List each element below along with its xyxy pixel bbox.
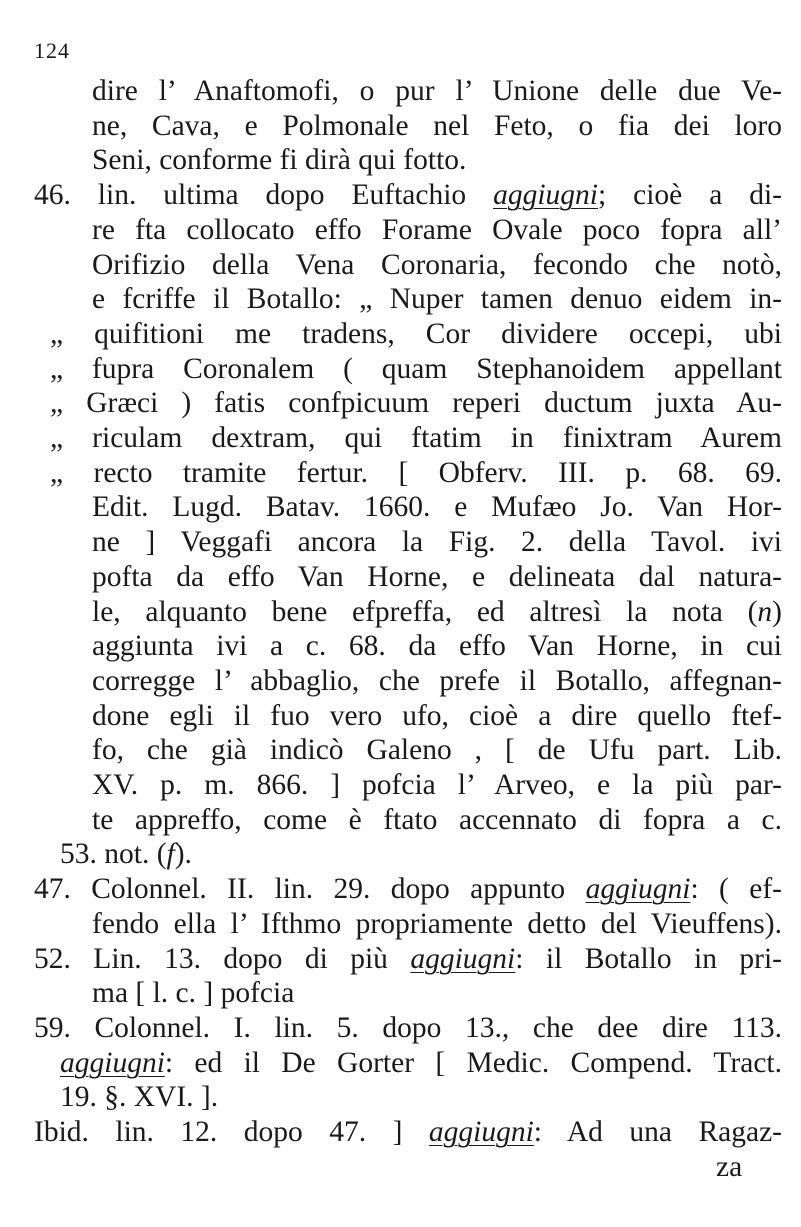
emphasis-word: aggiugni — [428, 1116, 534, 1148]
text-segment: Ibid. lin. 12. dopo 47. ] — [34, 1116, 429, 1148]
text-segment: : ed il De Gorter [ Medic. Compend. Tract. — [164, 1046, 782, 1079]
text-line — [716, 1148, 742, 1186]
emphasis-word: aggiugni — [60, 1046, 165, 1079]
emphasis-word: f — [166, 838, 175, 871]
text-line — [92, 72, 782, 110]
emphasis-word: n — [757, 595, 773, 628]
text-segment: 19. §. XVI. ]. — [60, 1081, 219, 1114]
text-segment: : il Botallo in pri- — [515, 942, 782, 975]
emphasis-word: aggiugni — [585, 873, 691, 906]
text-line — [92, 280, 782, 318]
text-segment: fo, che già indicò Galeno , [ de Ufu part. Lib. — [92, 734, 782, 767]
text-line — [50, 350, 782, 388]
text-segment: Seni, conforme fi dirà qui fotto. — [92, 144, 467, 177]
text-line — [92, 662, 782, 700]
text-segment: „ quifitioni me tradens, Cor dividere occepi, ubi — [50, 317, 782, 350]
text-segment: 52. Lin. 13. dopo di più — [34, 942, 411, 975]
text-line — [92, 211, 782, 249]
text-segment: 59. Colonnel. I. lin. 5. dopo 13., che dee dire 113. — [34, 1011, 782, 1044]
text-line — [34, 870, 782, 908]
text-segment: le, alquanto bene efpreffa, ed altresì la nota ( — [92, 595, 758, 628]
text-segment: te appreffo, come è ftato accennato di fopra a c. — [92, 803, 782, 836]
text-segment: 53. not. ( — [60, 838, 167, 871]
text-line — [92, 593, 782, 631]
text-line — [92, 141, 466, 179]
text-line — [92, 697, 782, 735]
text-segment: ). — [174, 838, 192, 871]
text-segment: ) — [772, 595, 782, 628]
text-segment: za — [716, 1150, 743, 1183]
text-line — [92, 488, 782, 526]
text-segment: done egli il fuo vero ufo, cioè a dire quello ftef- — [92, 699, 782, 732]
text-line — [34, 1113, 782, 1151]
text-segment: Orifizio della Vena Coronaria, fecondo che notò, — [92, 248, 782, 281]
text-line — [92, 523, 782, 561]
text-line — [34, 940, 782, 978]
text-line — [50, 384, 782, 422]
text-segment: „ Græci ) fatis confpicuum reperi ductum juxta Au- — [50, 387, 782, 420]
text-segment: XV. p. m. 866. ] pofcia l’ Arveo, e la più par- — [92, 769, 782, 801]
text-line — [34, 1009, 782, 1047]
text-segment: : Ad una Ragaz- — [533, 1116, 782, 1148]
text-line — [92, 766, 782, 804]
text-segment: „ recto tramite fertur. [ Obferv. III. p. 68. 69. — [50, 456, 782, 489]
text-line — [60, 1044, 782, 1082]
text-line — [50, 454, 782, 492]
text-segment: re fta collocato effo Forame Ovale poco fopra all’ — [92, 213, 782, 246]
text-line — [50, 419, 782, 457]
text-segment: 46. lin. ultima dopo Euftachio — [34, 179, 494, 212]
text-line — [60, 1078, 218, 1116]
text-line — [92, 558, 782, 596]
text-segment: ma [ l. c. ] pofcia — [92, 977, 295, 1010]
text-segment: aggiunta ivi a c. 68. da effo Van Horne, in cui — [92, 630, 782, 663]
text-segment: Edit. Lugd. Batav. 1660. e Mufæo Jo. Van Hor- — [92, 491, 782, 524]
text-segment: ne ] Veggafi ancora la Fig. 2. della Tavol. ivi — [92, 526, 782, 559]
text-line — [92, 731, 782, 769]
text-segment: „ fupra Coronalem ( quam Stephanoidem appellant — [50, 352, 782, 385]
text-segment: corregge l’ abbaglio, che prefe il Botallo, affegnan- — [92, 664, 782, 697]
page-number: 124 — [34, 38, 70, 63]
emphasis-word: aggiugni — [493, 179, 598, 212]
text-line — [92, 905, 782, 943]
text-segment: ; cioè a di- — [598, 179, 782, 212]
text-line — [92, 107, 782, 145]
text-line — [92, 974, 294, 1012]
text-line — [50, 315, 782, 353]
text-segment: dire l’ Anaftomofi, o pur l’ Unione delle due Ve- — [92, 75, 782, 107]
emphasis-word: aggiugni — [410, 942, 516, 975]
text-segment: fendo ella l’ Ifthmo propriamente detto del Vieuffens). — [92, 907, 782, 940]
text-segment: : ( ef- — [690, 873, 782, 906]
text-segment: pofta da effo Van Horne, e delineata dal natura- — [92, 560, 782, 593]
text-line — [34, 176, 782, 214]
text-segment: 47. Colonnel. II. lin. 29. dopo appunto — [34, 873, 586, 906]
text-line — [92, 627, 782, 665]
text-segment: ne, Cava, e Polmonale nel Feto, o fia dei loro — [92, 109, 782, 142]
text-line — [92, 801, 782, 839]
text-line — [60, 835, 192, 873]
text-line — [92, 246, 782, 284]
text-segment: e fcriffe il Botallo: „ Nuper tamen denuo eidem in- — [92, 283, 782, 316]
text-segment: „ riculam dextram, qui ftatim in finixtram Aurem — [50, 422, 782, 454]
